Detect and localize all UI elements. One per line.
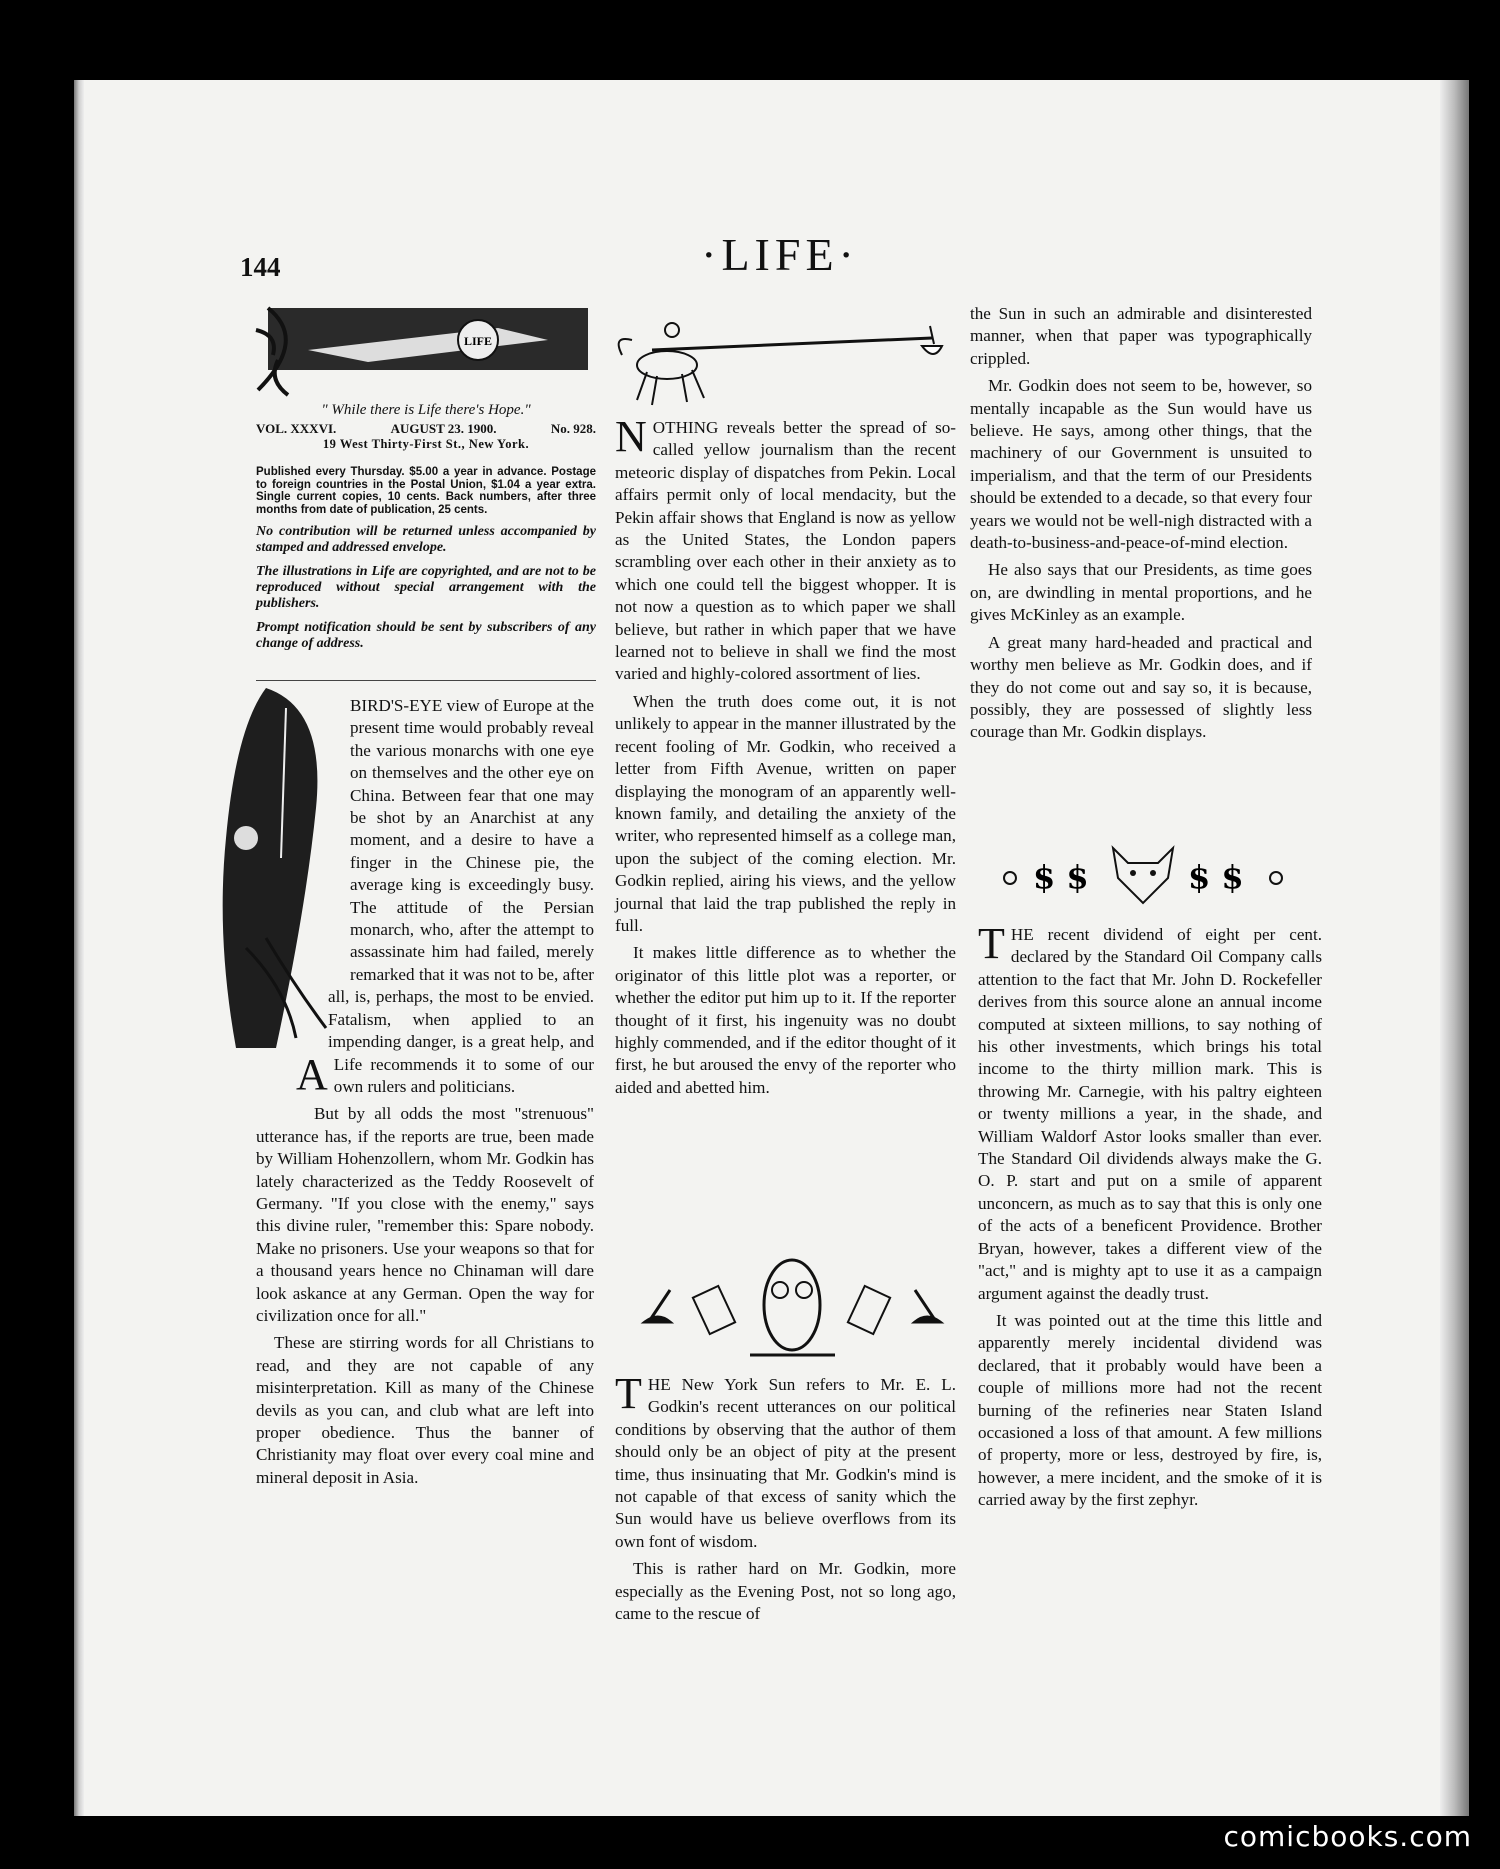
svg-text:$ $: $ $ xyxy=(1033,858,1089,896)
drop-cap: N xyxy=(615,412,647,461)
article-paragraph: NOTHING reveals better the spread of so-called yellow journalism than the recent meteoric display of dispatches from Pekin. Local affairs permit only of local mendacity, but the Pekin affair shows that England is now as yellow as the United States, the London papers scrambling over each other in their anxiety as to which one could tell the biggest whopper. It is not now a question as to which paper we shall believe, but rather in which paper that we have learned not to believe in shall we find the most varied and highly-colored assortment of lies. xyxy=(615,412,956,684)
drop-cap: T xyxy=(615,1369,642,1418)
article-paragraph: It makes little difference as to whether the originator of this little plot was a reporter, or whether the editor put him up to it. If the reporter thought of it first, his ingenuity was no doubt highly commended, and if the editor thought of it first, he but aroused the envy of the reporter who aided and abetted him. xyxy=(615,943,956,1097)
article-standard-oil xyxy=(978,919,1322,1517)
article-paragraph: A BIRD'S-EYE view of Europe at the present time would probably reveal the various monarchs with one eye on themselves and the other eye on China. Between fear that one may be shot by an Anarchist at any moment, and a desire to have a finger in the Chinese pie, the average king is exceedingly busy. The attitude of the Persian monarch, who, after the attempt to assassinate him had failed, merely remarked that it was not to be, after all, is, perhaps, the most to be envied. Fatalism, when applied to an impending danger, is a great help, and Life recommends it to some of our own rulers and politicians. xyxy=(296,696,594,1099)
knight-on-horse-icon xyxy=(612,310,957,410)
masthead-box xyxy=(256,402,596,652)
issue-date: AUGUST 23. 1900. xyxy=(390,421,497,436)
life-banner-illustration xyxy=(248,300,593,400)
article-paragraph: This is rather hard on Mr. Godkin, more especially as the Evening Post, not so long ago, came to the rescue of xyxy=(615,1559,956,1624)
left-page-edge xyxy=(74,80,84,1816)
banner-label: LIFE xyxy=(463,334,493,348)
fox-and-dollars-icon xyxy=(998,838,1288,908)
article-paragraph: THE recent dividend of eight per cent. declared by the Standard Oil Company calls attention to the fact that Mr. John D. Rockefeller derives from this source alone an annual income computed at sixteen millions, to say nothing of his other investments, which brings his total income to the thirty million mark. This is throwing Mr. Carnegie, with his paltry eighteen or twenty millions a year, in the shade, and William Waldorf Astor looks smaller than ever. The Standard Oil dividends always make the G. O. P. start and put on a smile of apparent unconcern, as much as to say that this is only one of the acts of a beneficent Providence. Brother Bryan, however, takes a different view of the "act," and is mighty apt to use it as a campaign argument against the deadly trust. xyxy=(978,919,1322,1303)
right-page-edge xyxy=(1440,80,1469,1816)
article-paragraph: But by all odds the most "strenuous" utterance has, if the reports are true, been made by William Hohenzollern, whom Mr. Godkin has lately characterized as the Teddy Roosevelt of Germany. "If you close with the enemy," says this divine ruler, "remember this: Spare nobody. Make no prisoners. Use your weapons so that for a thousand years hence no Chinaman will dare look askance at any German. Open the way for civilization once for all." xyxy=(256,1104,594,1325)
article-godkin-part2 xyxy=(970,303,1312,749)
volume-line xyxy=(256,421,596,437)
motto: " While there is Life there's Hope." xyxy=(321,402,531,418)
masthead-title: ·LIFE· xyxy=(701,229,859,280)
drop-cap: T xyxy=(978,919,1005,968)
article-paragraph: He also says that our Presidents, as time goes on, are dwindling in mental proportions, and he gives McKinley as an example. xyxy=(970,560,1312,625)
owl-and-pens-icon xyxy=(640,1250,945,1365)
drop-cap: A xyxy=(296,1050,328,1099)
page-number: 144 xyxy=(240,252,281,282)
article-paragraph: When the truth does come out, it is not unlikely to appear in the manner illustrated by the recent fooling of Mr. Godkin, who received a letter from Fifth Avenue, written on paper displaying the monogram of an apparently well-known family, and detailing the anxiety of the writer, who represented himself as a college man, upon the subject of the coming election. Mr. Godkin replied, airing his views, and the yellow journal that laid the trap published the reply in full. xyxy=(615,691,956,935)
divider xyxy=(256,680,596,681)
article-godkin-part1 xyxy=(615,1369,956,1630)
article-birds-eye xyxy=(256,695,594,1494)
article-yellow-journalism xyxy=(615,412,956,1104)
site-watermark: comicbooks.com xyxy=(1223,1820,1472,1853)
article-paragraph: A great many hard-headed and practical and worthy men believe as Mr. Godkin does, and if they do not come out and say so, it is because, possibly, they are possessed of slightly less courage than Mr. Godkin displays. xyxy=(970,632,1312,742)
issue-number: No. 928. xyxy=(550,421,596,436)
address-change-notice: Prompt notification should be sent by subscribers of any change of address. xyxy=(256,620,596,651)
article-paragraph: These are stirring words for all Christians to read, and they are not capable of any misinterpretation. Kill as many of the Chinese devils as you can, and club what are left into proper obedience. Thus the banner of Christianity may float over every coal mine and mineral deposit in Asia. xyxy=(256,1333,594,1487)
article-paragraph: THE New York Sun refers to Mr. E. L. Godkin's recent utterances on our political conditions by observing that the author of them should only be an object of pity at the present time, thus insinuating that Mr. Godkin's mind is not capable of that excess of sanity which the Sun would have us believe overflows from its own font of wisdom. xyxy=(615,1369,956,1551)
address: 19 West Thirty-First St., New York. xyxy=(322,437,530,451)
svg-text:$ $: $ $ xyxy=(1188,858,1244,896)
subscription-terms: Published every Thursday. $5.00 a year in advance. Postage to foreign countries in the Postal Union, $1.04 a year extra. Single current copies, 10 cents. Back numbers, after three months from date of publication, 25 cents. xyxy=(256,466,596,516)
volume: VOL. XXXVI. xyxy=(256,421,337,436)
article-paragraph: the Sun in such an admirable and disinterested manner, when that paper was typographically crippled. xyxy=(970,304,1312,368)
copyright-notice: The illustrations in Life are copyrighted, and are not to be reproduced without special arrangement with the publishers. xyxy=(256,564,596,611)
contribution-notice: No contribution will be returned unless accompanied by stamped and addressed envelope. xyxy=(256,524,596,555)
article-paragraph: Mr. Godkin does not seem to be, however, so mentally incapable as the Sun would have us believe. He says, among other things, that the machinery of our Government is unsuited to imperialism, and that the term of our Presidents should be extended to a decade, so that every four years we would not be well-nigh distracted with a death-to-business-and-peace-of-mind election. xyxy=(970,376,1312,553)
article-paragraph: It was pointed out at the time this little and apparently merely incidental dividend was declared, that it probably would have been a couple of millions more had not the recent burning of the refineries near Staten Island occasioned a loss of that amount. A few millions of property, more or less, destroyed by fire, is, however, a mere incident, and the smoke of it is carried away by the first zephyr. xyxy=(978,1310,1322,1510)
